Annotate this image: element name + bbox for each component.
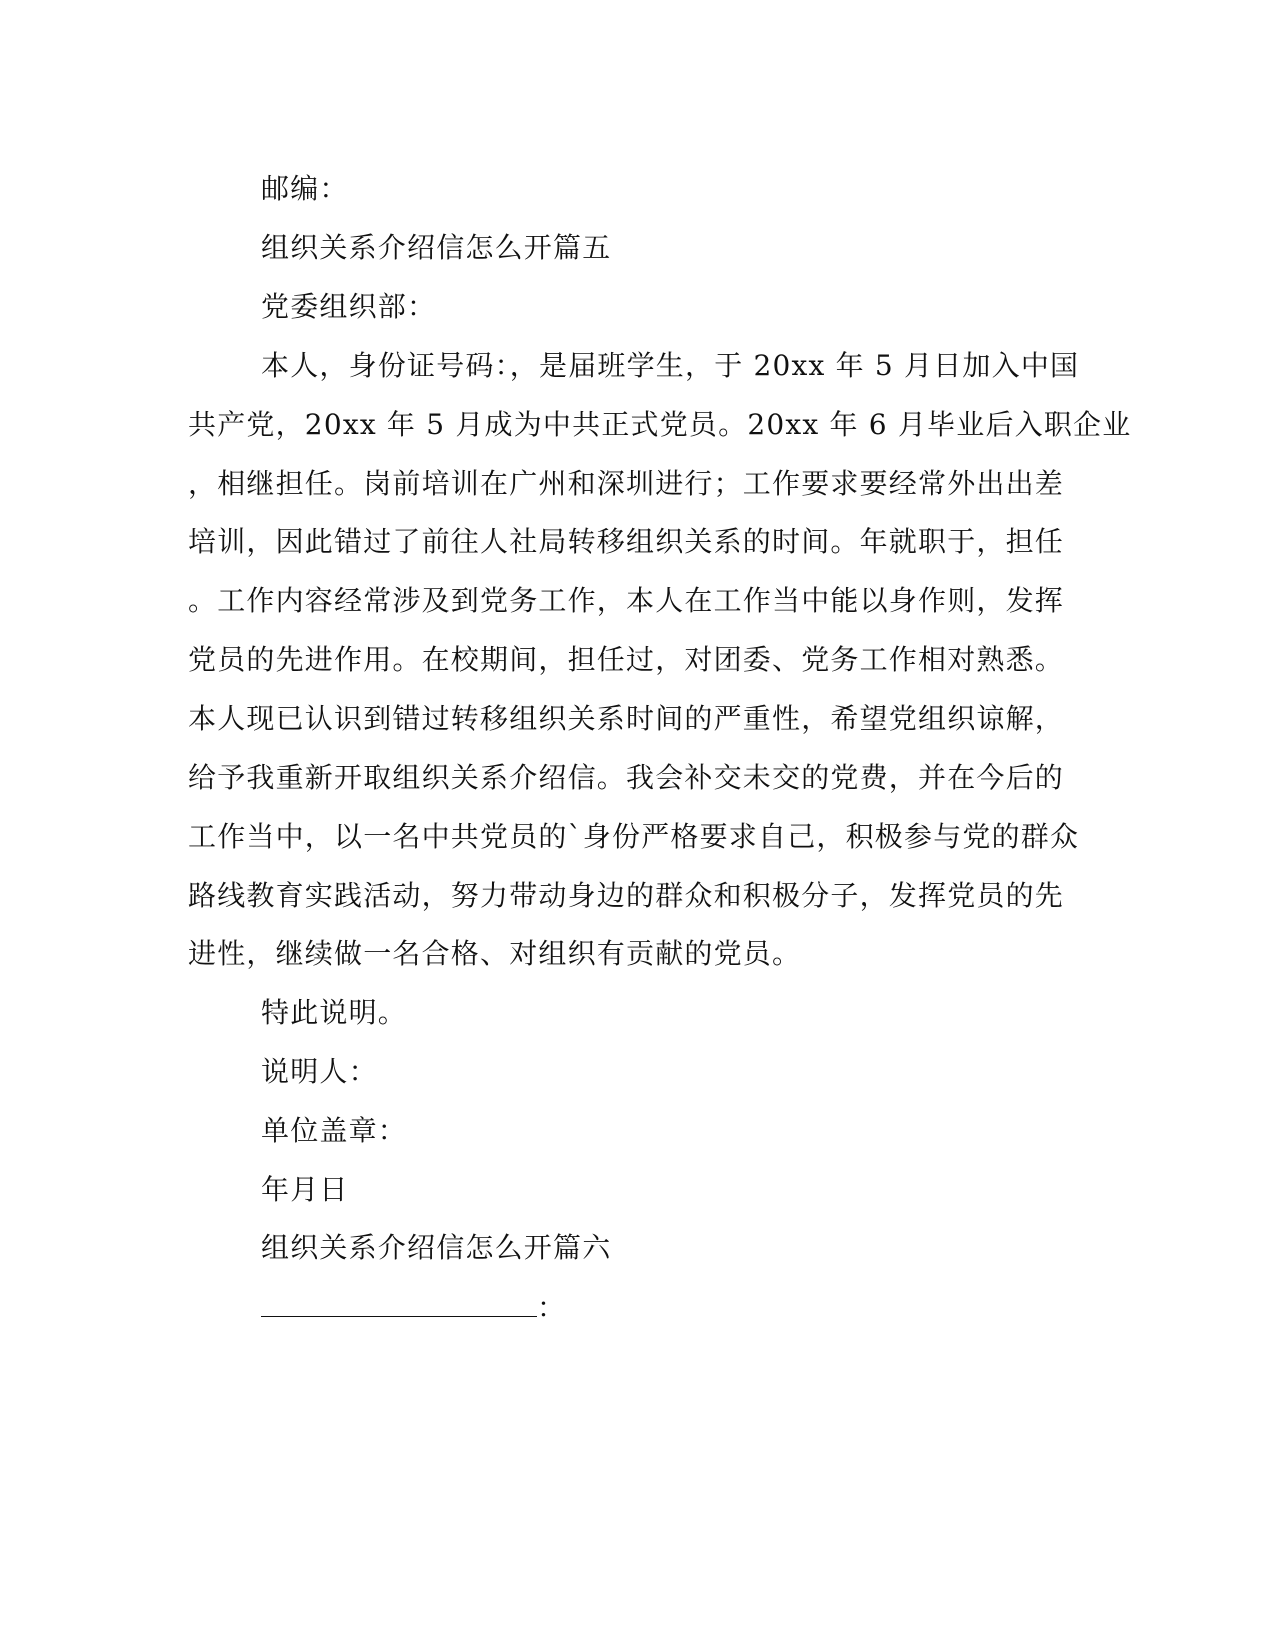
body-line: 本人，身份证号码：，是届班学生，于 20xx 年 5 月日加入中国	[261, 349, 1080, 382]
unit-seal-label: 单位盖章：	[261, 1114, 408, 1147]
body-line: 。工作内容经常涉及到党务工作，本人在工作当中能以身作则，发挥	[188, 584, 1065, 617]
body-line: 路线教育实践活动，努力带动身边的群众和积极分子，发挥党员的先	[188, 879, 1065, 912]
body-line: 给予我重新开取组织关系介绍信。我会补交未交的党费，并在今后的	[188, 761, 1065, 794]
body-line: 培训，因此错过了前往人社局转移组织关系的时间。年就职于，担任	[188, 525, 1065, 558]
addressee-blank	[261, 1286, 537, 1317]
addressee-line	[261, 1286, 566, 1328]
section-heading-5: 组织关系介绍信怎么开篇五	[261, 231, 612, 264]
section-heading-6: 组织关系介绍信怎么开篇六	[261, 1231, 612, 1264]
body-line: ，相继担任。岗前培训在广州和深圳进行；工作要求要经常外出出差	[188, 467, 1065, 500]
salutation: 党委组织部：	[261, 290, 437, 323]
addressee-colon: ：	[537, 1291, 567, 1324]
body-line: 共产党，20xx 年 5 月成为中共正式党员。20xx 年 6 月毕业后入职企业	[188, 408, 1132, 441]
body-line: 进性，继续做一名合格、对组织有贡献的党员。	[188, 937, 802, 970]
date-label: 年月日	[261, 1173, 349, 1206]
closing-statement: 特此说明。	[261, 996, 408, 1029]
signer-label: 说明人：	[261, 1055, 378, 1088]
body-line: 工作当中，以一名中共党员的`身份严格要求自己，积极参与党的群众	[188, 820, 1080, 853]
body-line: 本人现已认识到错过转移组织关系时间的严重性，希望党组织谅解，	[188, 702, 1065, 735]
postcode-label: 邮编：	[261, 172, 349, 205]
body-line: 党员的先进作用。在校期间，担任过，对团委、党务工作相对熟悉。	[188, 643, 1065, 676]
